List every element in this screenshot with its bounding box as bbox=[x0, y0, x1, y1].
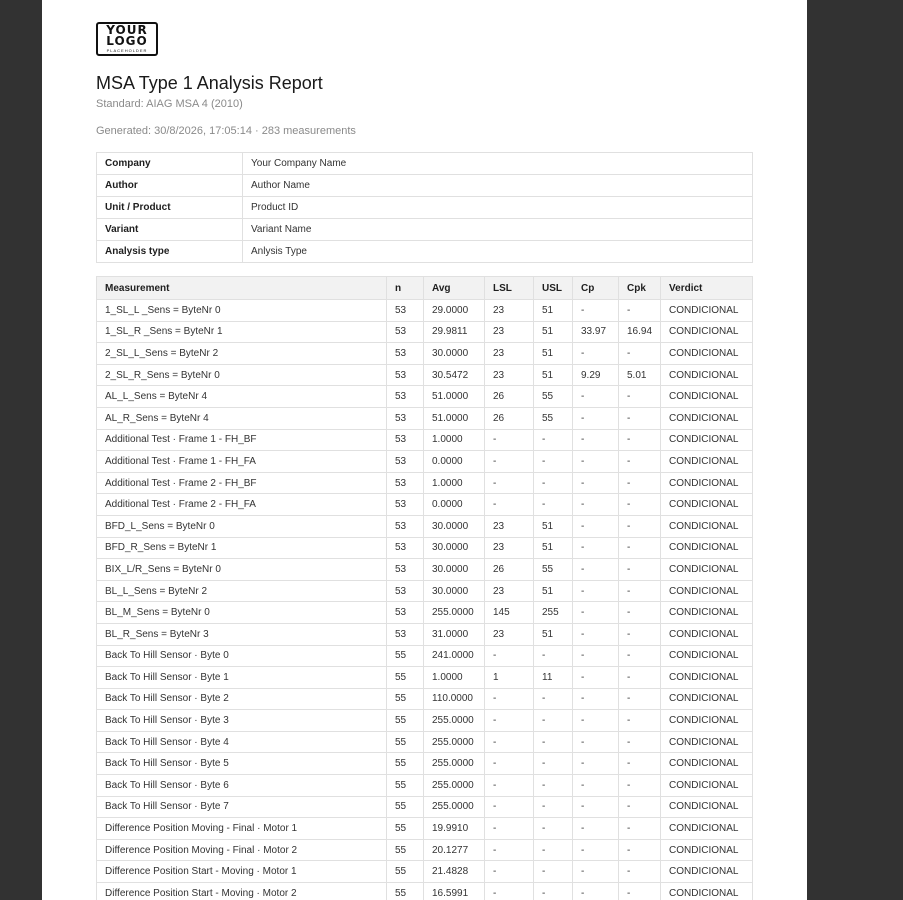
cpk-value: - bbox=[619, 688, 661, 710]
table-row bbox=[97, 818, 753, 840]
table-row bbox=[97, 667, 753, 689]
cp-value: - bbox=[573, 775, 619, 797]
cp-value: - bbox=[573, 602, 619, 624]
report-standard: Standard: AIAG MSA 4 (2010) bbox=[96, 98, 243, 110]
n-value: 53 bbox=[387, 559, 424, 581]
cpk-value: - bbox=[619, 580, 661, 602]
table-row bbox=[97, 861, 753, 883]
avg-value: 0.0000 bbox=[424, 451, 485, 473]
cpk-value: - bbox=[619, 343, 661, 365]
n-value: 55 bbox=[387, 731, 424, 753]
lsl-value: 23 bbox=[485, 321, 534, 343]
verdict-value: CONDICIONAL bbox=[661, 645, 753, 667]
measurement-name: Difference Position Moving - Final · Motor 1 bbox=[97, 818, 387, 840]
verdict-value: CONDICIONAL bbox=[661, 753, 753, 775]
measurement-name: 1_SL_R _Sens = ByteNr 1 bbox=[97, 321, 387, 343]
usl-value: 255 bbox=[534, 602, 573, 624]
column-header-verdict: Verdict bbox=[661, 277, 753, 300]
n-value: 55 bbox=[387, 667, 424, 689]
logo-line-2: LOGO bbox=[106, 34, 148, 48]
verdict-value: CONDICIONAL bbox=[661, 407, 753, 429]
cpk-value: - bbox=[619, 796, 661, 818]
lsl-value: - bbox=[485, 883, 534, 900]
usl-value: 51 bbox=[534, 515, 573, 537]
cpk-value: - bbox=[619, 753, 661, 775]
cp-value: - bbox=[573, 688, 619, 710]
table-row bbox=[97, 537, 753, 559]
usl-value: 51 bbox=[534, 580, 573, 602]
cp-value: - bbox=[573, 623, 619, 645]
lsl-value: - bbox=[485, 839, 534, 861]
avg-value: 30.0000 bbox=[424, 515, 485, 537]
usl-value: 51 bbox=[534, 537, 573, 559]
verdict-value: CONDICIONAL bbox=[661, 559, 753, 581]
report-page bbox=[42, 0, 807, 900]
verdict-value: CONDICIONAL bbox=[661, 451, 753, 473]
verdict-value: CONDICIONAL bbox=[661, 861, 753, 883]
lsl-value: - bbox=[485, 731, 534, 753]
info-value: Product ID bbox=[243, 197, 753, 219]
measurement-name: Additional Test · Frame 1 - FH_FA bbox=[97, 451, 387, 473]
cp-value: - bbox=[573, 343, 619, 365]
cp-value: - bbox=[573, 300, 619, 322]
info-table bbox=[96, 152, 753, 263]
cpk-value: - bbox=[619, 386, 661, 408]
avg-value: 110.0000 bbox=[424, 688, 485, 710]
avg-value: 29.0000 bbox=[424, 300, 485, 322]
n-value: 55 bbox=[387, 839, 424, 861]
lsl-value: - bbox=[485, 688, 534, 710]
lsl-value: 1 bbox=[485, 667, 534, 689]
measurement-name: Additional Test · Frame 2 - FH_FA bbox=[97, 494, 387, 516]
table-row bbox=[97, 364, 753, 386]
lsl-value: - bbox=[485, 775, 534, 797]
table-row bbox=[97, 494, 753, 516]
table-row bbox=[97, 645, 753, 667]
table-row bbox=[97, 580, 753, 602]
avg-value: 29.9811 bbox=[424, 321, 485, 343]
cp-value: - bbox=[573, 753, 619, 775]
avg-value: 255.0000 bbox=[424, 796, 485, 818]
measurement-name: Back To Hill Sensor · Byte 6 bbox=[97, 775, 387, 797]
n-value: 53 bbox=[387, 580, 424, 602]
avg-value: 255.0000 bbox=[424, 731, 485, 753]
avg-value: 31.0000 bbox=[424, 623, 485, 645]
report-generated: Generated: 30/8/2026, 17:05:14 · 283 measurements bbox=[96, 125, 356, 137]
lsl-value: 23 bbox=[485, 580, 534, 602]
info-row bbox=[97, 153, 753, 175]
lsl-value: 26 bbox=[485, 386, 534, 408]
cp-value: - bbox=[573, 818, 619, 840]
verdict-value: CONDICIONAL bbox=[661, 494, 753, 516]
cp-value: - bbox=[573, 731, 619, 753]
usl-value: - bbox=[534, 839, 573, 861]
cpk-value: - bbox=[619, 623, 661, 645]
usl-value: 11 bbox=[534, 667, 573, 689]
report-title: MSA Type 1 Analysis Report bbox=[96, 73, 323, 93]
verdict-value: CONDICIONAL bbox=[661, 688, 753, 710]
verdict-value: CONDICIONAL bbox=[661, 818, 753, 840]
cp-value: - bbox=[573, 407, 619, 429]
usl-value: - bbox=[534, 451, 573, 473]
avg-value: 19.9910 bbox=[424, 818, 485, 840]
info-key: Unit / Product bbox=[97, 197, 243, 219]
table-row bbox=[97, 710, 753, 732]
verdict-value: CONDICIONAL bbox=[661, 731, 753, 753]
verdict-value: CONDICIONAL bbox=[661, 580, 753, 602]
logo-line-1: YOUR bbox=[106, 23, 148, 37]
cpk-value: - bbox=[619, 818, 661, 840]
usl-value: 51 bbox=[534, 623, 573, 645]
avg-value: 30.0000 bbox=[424, 537, 485, 559]
n-value: 55 bbox=[387, 796, 424, 818]
lsl-value: - bbox=[485, 472, 534, 494]
cpk-value: - bbox=[619, 429, 661, 451]
usl-value: - bbox=[534, 861, 573, 883]
usl-value: - bbox=[534, 645, 573, 667]
usl-value: 55 bbox=[534, 407, 573, 429]
n-value: 55 bbox=[387, 645, 424, 667]
cpk-value: - bbox=[619, 494, 661, 516]
measurement-name: AL_L_Sens = ByteNr 4 bbox=[97, 386, 387, 408]
measurement-name: BL_M_Sens = ByteNr 0 bbox=[97, 602, 387, 624]
lsl-value: - bbox=[485, 753, 534, 775]
measurement-name: BL_L_Sens = ByteNr 2 bbox=[97, 580, 387, 602]
lsl-value: 23 bbox=[485, 343, 534, 365]
n-value: 53 bbox=[387, 537, 424, 559]
avg-value: 20.1277 bbox=[424, 839, 485, 861]
table-row bbox=[97, 688, 753, 710]
verdict-value: CONDICIONAL bbox=[661, 883, 753, 900]
verdict-value: CONDICIONAL bbox=[661, 343, 753, 365]
cp-value: - bbox=[573, 429, 619, 451]
n-value: 55 bbox=[387, 710, 424, 732]
cpk-value: - bbox=[619, 645, 661, 667]
usl-value: 55 bbox=[534, 559, 573, 581]
avg-value: 51.0000 bbox=[424, 386, 485, 408]
cpk-value: 5.01 bbox=[619, 364, 661, 386]
measurement-name: 2_SL_L_Sens = ByteNr 2 bbox=[97, 343, 387, 365]
usl-value: - bbox=[534, 710, 573, 732]
lsl-value: - bbox=[485, 861, 534, 883]
avg-value: 0.0000 bbox=[424, 494, 485, 516]
cp-value: - bbox=[573, 710, 619, 732]
logo-placeholder bbox=[96, 22, 158, 56]
table-row bbox=[97, 559, 753, 581]
lsl-value: 145 bbox=[485, 602, 534, 624]
lsl-value: 23 bbox=[485, 537, 534, 559]
verdict-value: CONDICIONAL bbox=[661, 515, 753, 537]
table-row bbox=[97, 321, 753, 343]
avg-value: 1.0000 bbox=[424, 472, 485, 494]
cp-value: - bbox=[573, 839, 619, 861]
n-value: 53 bbox=[387, 343, 424, 365]
cpk-value: - bbox=[619, 839, 661, 861]
n-value: 55 bbox=[387, 775, 424, 797]
avg-value: 21.4828 bbox=[424, 861, 485, 883]
lsl-value: - bbox=[485, 710, 534, 732]
usl-value: - bbox=[534, 775, 573, 797]
verdict-value: CONDICIONAL bbox=[661, 710, 753, 732]
cpk-value: - bbox=[619, 775, 661, 797]
verdict-value: CONDICIONAL bbox=[661, 321, 753, 343]
measurement-name: Difference Position Start - Moving · Motor 2 bbox=[97, 883, 387, 900]
n-value: 53 bbox=[387, 429, 424, 451]
avg-value: 51.0000 bbox=[424, 407, 485, 429]
table-row bbox=[97, 753, 753, 775]
cpk-value: - bbox=[619, 731, 661, 753]
info-key: Company bbox=[97, 153, 243, 175]
usl-value: - bbox=[534, 429, 573, 451]
cp-value: - bbox=[573, 645, 619, 667]
cpk-value: - bbox=[619, 602, 661, 624]
usl-value: 51 bbox=[534, 321, 573, 343]
verdict-value: CONDICIONAL bbox=[661, 796, 753, 818]
table-row bbox=[97, 602, 753, 624]
measurement-name: 1_SL_L _Sens = ByteNr 0 bbox=[97, 300, 387, 322]
measurement-name: AL_R_Sens = ByteNr 4 bbox=[97, 407, 387, 429]
cp-value: - bbox=[573, 472, 619, 494]
verdict-value: CONDICIONAL bbox=[661, 839, 753, 861]
table-row bbox=[97, 386, 753, 408]
measurement-name: Back To Hill Sensor · Byte 4 bbox=[97, 731, 387, 753]
n-value: 53 bbox=[387, 494, 424, 516]
logo-line-3: PLACEHOLDER bbox=[106, 48, 148, 53]
usl-value: 51 bbox=[534, 300, 573, 322]
n-value: 53 bbox=[387, 623, 424, 645]
avg-value: 30.5472 bbox=[424, 364, 485, 386]
avg-value: 30.0000 bbox=[424, 343, 485, 365]
column-header-n: n bbox=[387, 277, 424, 300]
n-value: 53 bbox=[387, 300, 424, 322]
cpk-value: - bbox=[619, 883, 661, 900]
info-key: Author bbox=[97, 175, 243, 197]
cpk-value: - bbox=[619, 559, 661, 581]
cpk-value: - bbox=[619, 407, 661, 429]
lsl-value: 23 bbox=[485, 515, 534, 537]
verdict-value: CONDICIONAL bbox=[661, 623, 753, 645]
measurement-name: Difference Position Moving - Final · Motor 2 bbox=[97, 839, 387, 861]
cp-value: - bbox=[573, 559, 619, 581]
n-value: 55 bbox=[387, 753, 424, 775]
column-header-cpk: Cpk bbox=[619, 277, 661, 300]
cpk-value: - bbox=[619, 300, 661, 322]
avg-value: 241.0000 bbox=[424, 645, 485, 667]
table-row bbox=[97, 623, 753, 645]
measurement-name: Back To Hill Sensor · Byte 0 bbox=[97, 645, 387, 667]
cp-value: - bbox=[573, 515, 619, 537]
table-row bbox=[97, 839, 753, 861]
avg-value: 1.0000 bbox=[424, 429, 485, 451]
table-row bbox=[97, 407, 753, 429]
measurement-name: BFD_L_Sens = ByteNr 0 bbox=[97, 515, 387, 537]
n-value: 53 bbox=[387, 451, 424, 473]
verdict-value: CONDICIONAL bbox=[661, 472, 753, 494]
verdict-value: CONDICIONAL bbox=[661, 602, 753, 624]
verdict-value: CONDICIONAL bbox=[661, 537, 753, 559]
lsl-value: 23 bbox=[485, 364, 534, 386]
lsl-value: 23 bbox=[485, 300, 534, 322]
table-row bbox=[97, 472, 753, 494]
n-value: 53 bbox=[387, 472, 424, 494]
usl-value: - bbox=[534, 472, 573, 494]
measurement-name: Back To Hill Sensor · Byte 5 bbox=[97, 753, 387, 775]
info-value: Variant Name bbox=[243, 219, 753, 241]
lsl-value: - bbox=[485, 429, 534, 451]
cp-value: - bbox=[573, 537, 619, 559]
cpk-value: - bbox=[619, 537, 661, 559]
usl-value: 51 bbox=[534, 364, 573, 386]
cpk-value: - bbox=[619, 667, 661, 689]
verdict-value: CONDICIONAL bbox=[661, 429, 753, 451]
info-value: Author Name bbox=[243, 175, 753, 197]
measurement-name: Back To Hill Sensor · Byte 2 bbox=[97, 688, 387, 710]
n-value: 53 bbox=[387, 386, 424, 408]
table-row bbox=[97, 883, 753, 900]
table-row bbox=[97, 515, 753, 537]
measurement-name: Additional Test · Frame 1 - FH_BF bbox=[97, 429, 387, 451]
lsl-value: - bbox=[485, 451, 534, 473]
info-row bbox=[97, 241, 753, 263]
table-row bbox=[97, 731, 753, 753]
cp-value: 9.29 bbox=[573, 364, 619, 386]
avg-value: 255.0000 bbox=[424, 602, 485, 624]
cp-value: - bbox=[573, 796, 619, 818]
usl-value: - bbox=[534, 796, 573, 818]
verdict-value: CONDICIONAL bbox=[661, 667, 753, 689]
n-value: 53 bbox=[387, 364, 424, 386]
lsl-value: - bbox=[485, 494, 534, 516]
info-row bbox=[97, 219, 753, 241]
usl-value: - bbox=[534, 688, 573, 710]
usl-value: - bbox=[534, 818, 573, 840]
info-row bbox=[97, 175, 753, 197]
cp-value: - bbox=[573, 494, 619, 516]
lsl-value: - bbox=[485, 796, 534, 818]
cpk-value: - bbox=[619, 710, 661, 732]
measurements-table bbox=[96, 276, 753, 900]
usl-value: - bbox=[534, 753, 573, 775]
column-header-lsl: LSL bbox=[485, 277, 534, 300]
usl-value: - bbox=[534, 883, 573, 900]
cp-value: - bbox=[573, 451, 619, 473]
usl-value: 51 bbox=[534, 343, 573, 365]
n-value: 55 bbox=[387, 861, 424, 883]
n-value: 53 bbox=[387, 515, 424, 537]
measurement-name: Back To Hill Sensor · Byte 1 bbox=[97, 667, 387, 689]
table-row bbox=[97, 300, 753, 322]
column-header-avg: Avg bbox=[424, 277, 485, 300]
measurement-name: Back To Hill Sensor · Byte 7 bbox=[97, 796, 387, 818]
info-key: Analysis type bbox=[97, 241, 243, 263]
lsl-value: - bbox=[485, 818, 534, 840]
verdict-value: CONDICIONAL bbox=[661, 775, 753, 797]
avg-value: 1.0000 bbox=[424, 667, 485, 689]
measurement-name: BIX_L/R_Sens = ByteNr 0 bbox=[97, 559, 387, 581]
table-row bbox=[97, 775, 753, 797]
usl-value: - bbox=[534, 731, 573, 753]
cp-value: 33.97 bbox=[573, 321, 619, 343]
n-value: 53 bbox=[387, 407, 424, 429]
info-value: Anlysis Type bbox=[243, 241, 753, 263]
table-row bbox=[97, 429, 753, 451]
measurement-name: 2_SL_R_Sens = ByteNr 0 bbox=[97, 364, 387, 386]
usl-value: 55 bbox=[534, 386, 573, 408]
n-value: 55 bbox=[387, 818, 424, 840]
column-header-usl: USL bbox=[534, 277, 573, 300]
lsl-value: 23 bbox=[485, 623, 534, 645]
n-value: 53 bbox=[387, 602, 424, 624]
cpk-value: - bbox=[619, 472, 661, 494]
column-header-cp: Cp bbox=[573, 277, 619, 300]
avg-value: 255.0000 bbox=[424, 710, 485, 732]
cp-value: - bbox=[573, 580, 619, 602]
report-content bbox=[96, 22, 753, 900]
info-row bbox=[97, 197, 753, 219]
measurement-name: BFD_R_Sens = ByteNr 1 bbox=[97, 537, 387, 559]
table-header-row bbox=[97, 277, 753, 300]
cp-value: - bbox=[573, 861, 619, 883]
avg-value: 16.5991 bbox=[424, 883, 485, 900]
column-header-measurement: Measurement bbox=[97, 277, 387, 300]
lsl-value: 26 bbox=[485, 559, 534, 581]
avg-value: 30.0000 bbox=[424, 559, 485, 581]
info-key: Variant bbox=[97, 219, 243, 241]
verdict-value: CONDICIONAL bbox=[661, 300, 753, 322]
cp-value: - bbox=[573, 883, 619, 900]
n-value: 53 bbox=[387, 321, 424, 343]
measurement-name: Difference Position Start - Moving · Motor 1 bbox=[97, 861, 387, 883]
cpk-value: 16.94 bbox=[619, 321, 661, 343]
cp-value: - bbox=[573, 667, 619, 689]
n-value: 55 bbox=[387, 688, 424, 710]
cpk-value: - bbox=[619, 515, 661, 537]
cpk-value: - bbox=[619, 861, 661, 883]
info-value: Your Company Name bbox=[243, 153, 753, 175]
table-row bbox=[97, 451, 753, 473]
lsl-value: 26 bbox=[485, 407, 534, 429]
measurement-name: Additional Test · Frame 2 - FH_BF bbox=[97, 472, 387, 494]
verdict-value: CONDICIONAL bbox=[661, 364, 753, 386]
verdict-value: CONDICIONAL bbox=[661, 386, 753, 408]
n-value: 55 bbox=[387, 883, 424, 900]
avg-value: 255.0000 bbox=[424, 753, 485, 775]
avg-value: 30.0000 bbox=[424, 580, 485, 602]
table-row bbox=[97, 796, 753, 818]
cp-value: - bbox=[573, 386, 619, 408]
table-row bbox=[97, 343, 753, 365]
measurement-name: BL_R_Sens = ByteNr 3 bbox=[97, 623, 387, 645]
measurement-name: Back To Hill Sensor · Byte 3 bbox=[97, 710, 387, 732]
lsl-value: - bbox=[485, 645, 534, 667]
cpk-value: - bbox=[619, 451, 661, 473]
avg-value: 255.0000 bbox=[424, 775, 485, 797]
usl-value: - bbox=[534, 494, 573, 516]
